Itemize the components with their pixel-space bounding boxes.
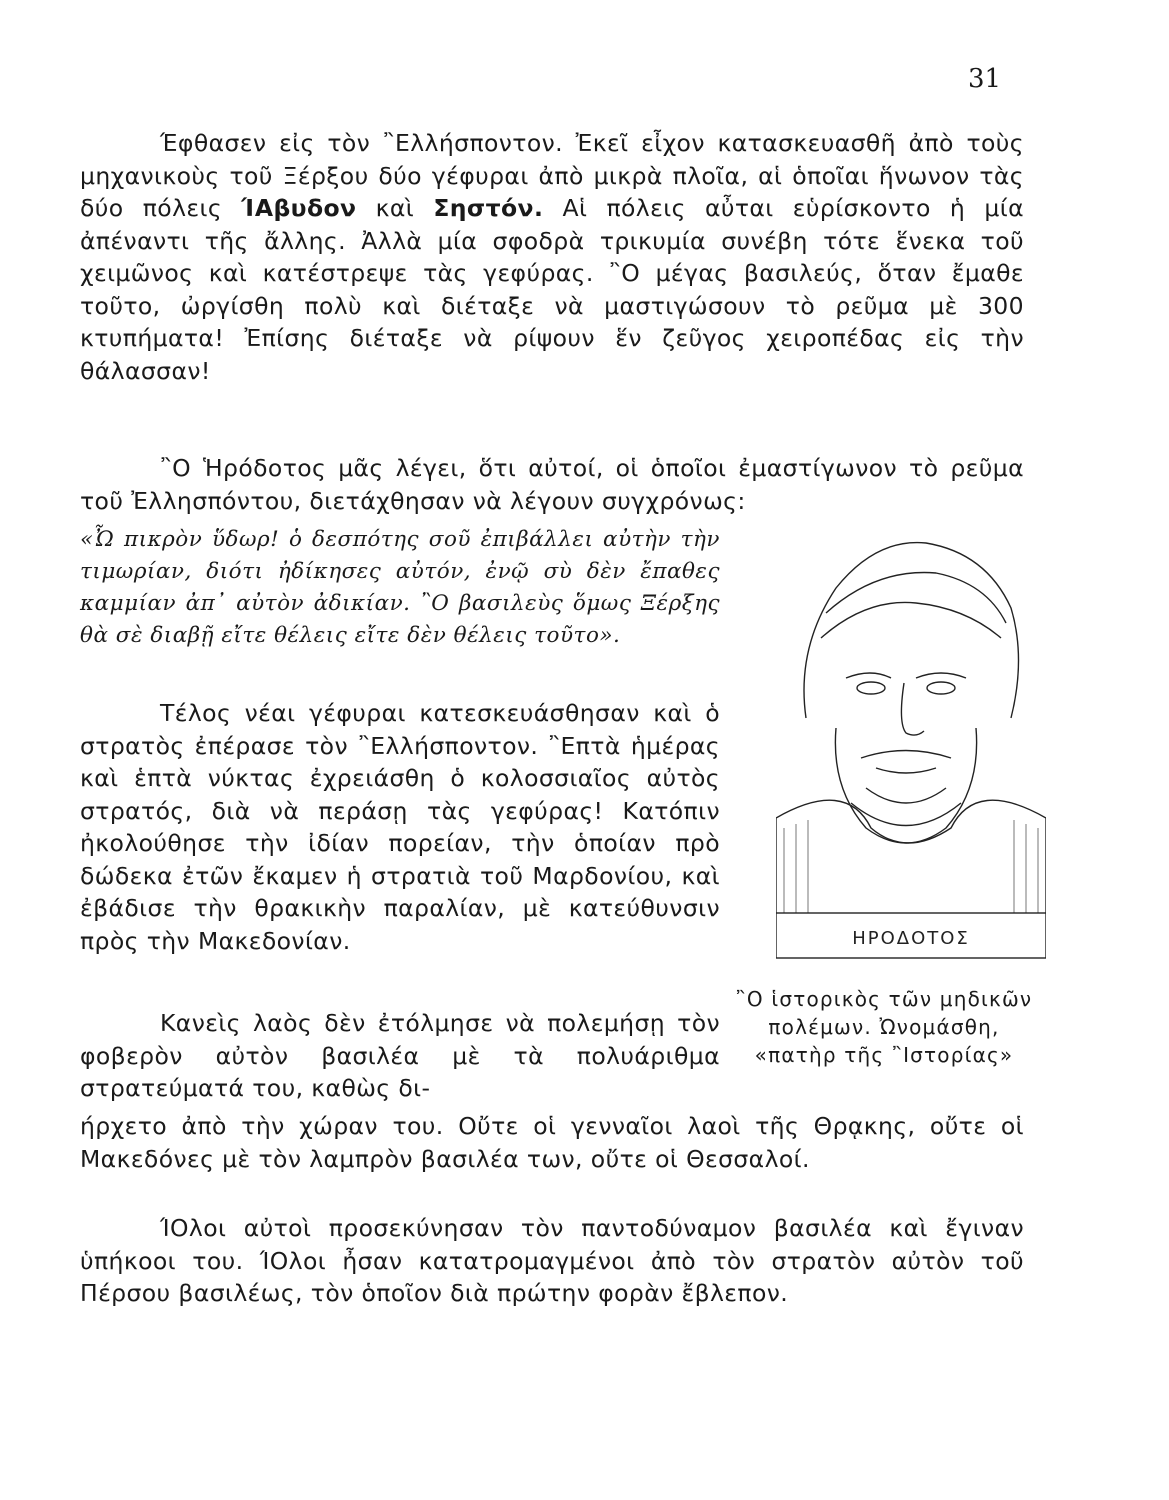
paragraph-bridges-text: Έφθασεν εἰς τὸν ῍Ελλήσποντον. Ἐκεῖ εἶχον κατασκευασθῆ ἀπὸ τοὺς μηχανικοὺς τοῦ Ξέρξου δύο γέφυραι ἀπὸ μικρὰ πλοῖα, αἱ ὁποῖαι ἥνωνον τὰς δύο πόλεις	[80, 129, 1024, 222]
paragraph-crossing: Τέλος νέαι γέφυραι κατεσκευάσθησαν καὶ ὁ στρατὸς ἐπέρασε τὸν ῍Ελλήσποντον. ῍Επτὰ ἡμέρας καὶ ἑπτὰ νύκτας ἐχρειάσθη ὁ κολοσσιαῖος αὐτὸς στρατός, διὰ νὰ περάσῃ τὰς γεφύρας! Κατόπιν ἠκολούθησε τὴν ἰδίαν πορείαν, τὴν ὁποίαν πρὸ δώδεκα ἐτῶν ἔκαμεν ἡ στρατιὰ τοῦ Μαρδονίου, καὶ ἐβάδισε τὴν θρακικὴν παραλίαν, μὲ κατεύθυνσιν πρὸς τὴν Μακεδονίαν.	[80, 699, 720, 955]
figure-caption: ῍Ο ἱστορικὸς τῶν μηδικῶν πολέμων. Ὠνομάσθη, «πατὴρ τῆς ῍Ιστορίας»	[735, 987, 1033, 1067]
paragraph-resistance-start: Κανεὶς λαὸς δὲν ἐτόλμησε νὰ πολεμήσῃ τὸν φοβερὸν αὐτὸν βασιλέα μὲ τὰ πολυάριθμα στρατεύματά του, καθὼς δι-	[80, 1009, 720, 1102]
conjunction: καὶ	[375, 194, 415, 222]
paragraph-bridges-rest: Αἱ πόλεις αὖται εὑρίσκοντο ἡ μία ἀπέναντι τῆς ἄλλης. Ἀλλὰ μία σφοδρὰ τρικυμία συνέβη τότε ἕνεκα τοῦ χειμῶνος καὶ κατέστρεψε τὰς γεφύρας. ῍Ο μέγας βασιλεύς, ὅταν ἔμαθε τοῦτο, ὠργίσθη πολὺ καὶ διέταξε νὰ μαστιγώσουν τὸ ρεῦμα μὲ 300 κτυπήματα! Ἐπίσης διέταξε νὰ ρίψουν ἕν ζεῦγος χειροπέδας εἰς τὴν θάλασσαν!	[80, 194, 1025, 385]
herodotus-bust-illustration	[776, 528, 1046, 968]
quote-xerxes: «Ὦ πικρὸν ὕδωρ! ὁ δεσπότης σοῦ ἐπιβάλλει αὐτὴν τὴν τιμωρίαν, διότι ἠδίκησες αὐτόν, ἐνῷ σὺ δὲν ἔπαθες καμμίαν ἀπ᾽ αὐτὸν ἀδικίαν. ῍Ο βασιλεὺς ὅμως Ξέρξης θὰ σὲ διαβῇ εἴτε θέλεις εἴτε δὲν θέλεις τοῦτο».	[80, 527, 720, 648]
paragraph-resistance-end: ήρχετο ἀπὸ τὴν χώραν του. Οὔτε οἱ γενναῖοι λαοὶ τῆς Θρᾳκης, οὔτε οἱ Μακεδόνες μὲ τὸν λαμπρὸν βασιλέα των, οὔτε οἱ Θεσσαλοί.	[80, 1112, 1024, 1173]
place-sestos: Σηστόν.	[433, 194, 544, 222]
place-abydos: ΊΑβυδον	[241, 194, 357, 222]
page-number: 31	[968, 64, 1002, 94]
plinth-label: ΗΡΟΔΟΤΟΣ	[852, 928, 970, 949]
paragraph-bridges	[80, 127, 1024, 387]
paragraph-submission: ΊΟλοι αὐτοὶ προσεκύνησαν τὸν παντοδύναμον βασιλέα καὶ ἔγιναν ὑπήκοοι του. ΊΟλοι ἦσαν κατατρομαγμένοι ἀπὸ τὸν στρατὸν αὐτὸν τοῦ Πέρσου βασιλέως, τὸν ὁποῖον διὰ πρώτην φορὰν ἔβλεπον.	[80, 1214, 1024, 1307]
paragraph-herodotus: ῍Ο Ἡρόδοτος μᾶς λέγει, ὅτι αὐτοί, οἱ ὁποῖοι ἐμαστίγωνον τὸ ρεῦμα τοῦ Ἐλλησπόντου, διετάχθησαν νὰ λέγουν συγχρόνως:	[80, 454, 1024, 515]
